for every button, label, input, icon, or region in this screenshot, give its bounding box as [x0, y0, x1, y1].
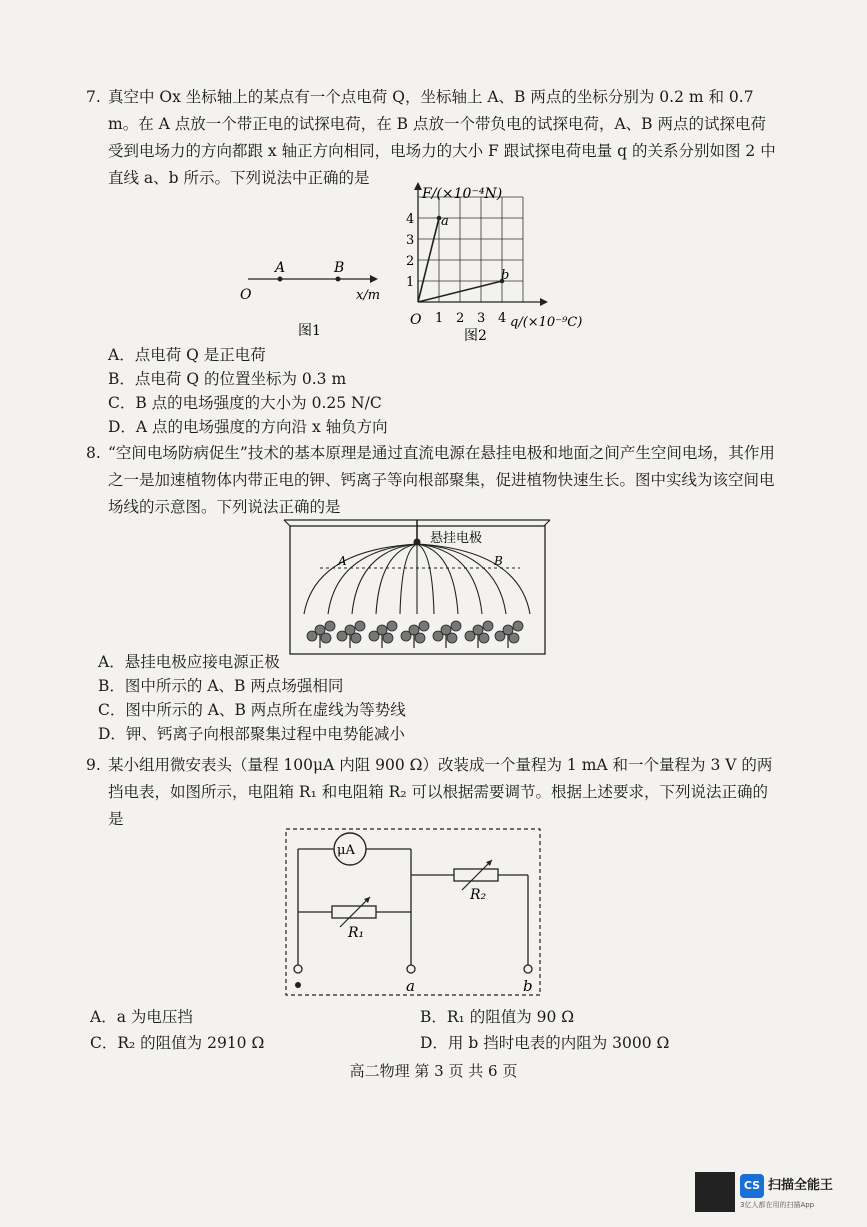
x-axis-label: x/m: [356, 288, 381, 303]
plant-icon: [465, 621, 493, 648]
question-number: 7.: [86, 88, 101, 106]
plant-icon: [337, 621, 365, 648]
terminal-b: [524, 965, 532, 973]
option-c: C．图中所示的 A、B 两点所在虚线为等势线: [98, 701, 406, 719]
field-line: [417, 544, 482, 614]
watermark-subtitle: 3亿人都在用的扫描App: [740, 1201, 815, 1209]
figure-2-graph: [398, 180, 598, 350]
watermark-name: 扫描全能王: [768, 1178, 834, 1193]
x-tick-label: 4: [498, 311, 507, 326]
x-tick-labels: [435, 311, 506, 326]
figure-1-axis: [230, 255, 390, 345]
terminal-b-label: b: [523, 977, 533, 995]
question-stem: 某小组用微安表头（量程 100μA 内阻 900 Ω）改装成一个量程为 1 mA 和一个量程为 3 V 的两挡电表，如图所示，电阻箱 R₁ 和电阻箱 R₂ 可以根据需要调节。根据上述要求，下列说法正确的是: [108, 756, 773, 828]
y-axis-label: F/(×10⁻⁴N): [422, 186, 503, 202]
question-number: 8.: [86, 444, 101, 462]
x-axis-label: q/(×10⁻⁹C): [510, 315, 583, 330]
question-9: [86, 752, 776, 833]
origin-label: O: [240, 287, 252, 303]
common-dot: [295, 982, 301, 988]
plants-row: [307, 621, 523, 648]
plant-icon: [307, 621, 335, 648]
terminal-a: [407, 965, 415, 973]
point-a-label: A: [338, 554, 347, 568]
cs-logo-icon: CS: [740, 1174, 764, 1198]
x-tick-label: 1: [435, 311, 444, 326]
origin-label: O: [410, 312, 422, 328]
plant-icon: [433, 621, 461, 648]
point-b-label: B: [334, 260, 345, 276]
x-tick-label: 3: [477, 311, 486, 326]
question-number: 9.: [86, 756, 101, 774]
line-b-label: b: [501, 268, 510, 283]
figure-caption: 图1: [298, 323, 321, 339]
point-a-label: A: [275, 260, 286, 276]
ceiling-hook-left: [284, 520, 290, 526]
option-c: C．B 点的电场强度的大小为 0.25 N/C: [108, 394, 382, 412]
option-d: D．钾、钙离子向根部聚集过程中电势能减小: [98, 725, 405, 743]
scanner-watermark: [740, 1172, 855, 1212]
field-line: [352, 544, 417, 614]
figure-caption: 图2: [464, 328, 487, 344]
field-line: [376, 544, 417, 614]
line-a-label: a: [441, 214, 449, 229]
electrode-label: 悬挂电极: [430, 531, 483, 546]
plant-icon: [369, 621, 397, 648]
plant-icon: [495, 621, 523, 648]
option-b: B．点电荷 Q 的位置坐标为 0.3 m: [108, 370, 347, 388]
option-a: A．a 为电压挡: [90, 1008, 193, 1026]
variable-arrow-icon: [340, 897, 370, 927]
field-line: [417, 544, 434, 614]
electric-field-figure: [280, 510, 555, 658]
plant-icon: [401, 621, 429, 648]
question-stem: 真空中 Ox 坐标轴上的某点有一个点电荷 Q，坐标轴上 A、B 两点的坐标分别为 0.2 m 和 0.7 m。在 A 点放一个带正电的试探电荷，在 B 点放一个带负电的试探电荷，A、B 两点的试探电荷受到电场力的方向都跟 x 轴正方向相同，电场力的大小 F 跟试探电荷电量 q 的关系分别如图 2 中直线 a、b 所示。下列说法中正确的是: [108, 88, 776, 187]
field-line: [417, 544, 458, 614]
option-a: A．悬挂电极应接电源正极: [98, 653, 280, 671]
question-7: [86, 84, 776, 192]
point-b-label: B: [494, 554, 503, 568]
option-a: A．点电荷 Q 是正电荷: [108, 346, 266, 364]
terminal-common: [294, 965, 302, 973]
y-tick-label: 4: [406, 212, 415, 227]
option-b: B．图中所示的 A、B 两点场强相同: [98, 677, 344, 695]
page-footer: 高二物理 第 3 页 共 6 页: [349, 1062, 518, 1080]
option-d: D．A 点的电场强度的方向沿 x 轴负方向: [108, 418, 388, 436]
x-tick-label: 2: [456, 311, 465, 326]
option-b: B．R₁ 的阻值为 90 Ω: [420, 1008, 575, 1026]
question-8: [86, 440, 776, 521]
y-tick-label: 2: [406, 254, 415, 269]
variable-arrow-icon: [462, 860, 492, 890]
point-b-dot: [336, 277, 341, 282]
circuit-figure: [280, 825, 545, 1000]
option-d: D．用 b 挡时电表的内阻为 3000 Ω: [420, 1034, 670, 1052]
point-a-dot: [278, 277, 283, 282]
field-line: [417, 544, 506, 614]
option-c: C．R₂ 的阻值为 2910 Ω: [90, 1034, 265, 1052]
y-tick-labels: [406, 212, 414, 290]
r1-label: R₁: [348, 925, 365, 941]
y-tick-label: 1: [406, 275, 415, 290]
terminal-a-label: a: [406, 977, 415, 995]
resistor-r1: [332, 906, 376, 918]
ceiling-hook-right: [544, 520, 550, 526]
graph-grid: [418, 197, 523, 302]
microammeter-label: μA: [337, 843, 355, 858]
x-axis-arrow-icon: [370, 275, 378, 283]
field-line: [400, 544, 417, 614]
x-axis-arrow-icon: [540, 298, 548, 306]
resistor-r2: [454, 869, 498, 881]
qr-code-icon: [695, 1172, 735, 1212]
question-stem: “空间电场防病促生”技术的基本原理是通过直流电源在悬挂电极和地面之间产生空间电场，其作用之一是加速植物体内带正电的钾、钙离子等向根部聚集，促进植物快速生长。图中实线为该空间电场线的示意图。下列说法正确的是: [108, 444, 775, 516]
y-axis-arrow-icon: [414, 182, 422, 190]
r2-label: R₂: [470, 887, 487, 903]
y-tick-label: 3: [406, 233, 415, 248]
